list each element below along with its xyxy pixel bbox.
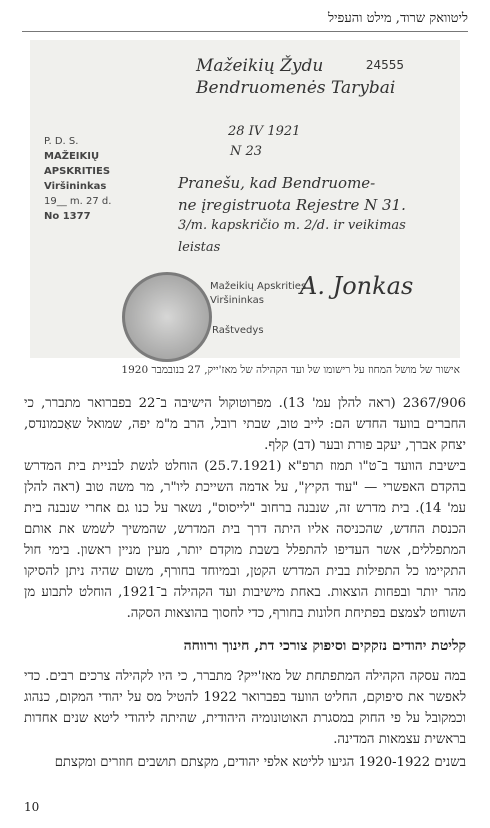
document-photo bbox=[30, 40, 460, 358]
paragraph-4 bbox=[24, 752, 466, 773]
paragraph-1 bbox=[24, 393, 466, 456]
secretary-label: Raštvedys bbox=[212, 325, 264, 336]
paragraph-text: בשנים 1920-1922 הגיעו לליטא אלפי יהודים, מקצתם תושבים חוזרים ומקצתם bbox=[54, 755, 466, 770]
stamp-line: Viršininkas bbox=[44, 181, 107, 192]
signature: A. Jonkas bbox=[300, 272, 414, 300]
addressee-line1: Mažeikių Žydu bbox=[196, 56, 324, 76]
stamp-line: No 1377 bbox=[44, 211, 91, 222]
page-number: 10 bbox=[24, 800, 40, 814]
paragraph-text: במה עסקה הקהילה המתפתחת של מאז'ייק? מתברר, כי היו לקהילה צרכים רבים. כדי לאפשר את סיפוקם, החליט הוועד בפברואר 1922 להטיל מס על יהודי המקום, כנהוג וכמקובל על פי החוק במסגרת האוטונומיה היהודית, שהיתה ליהודי ליטא שנים אחדות בראשית עצמאות המדינה. bbox=[24, 669, 466, 747]
paragraph-3 bbox=[24, 666, 466, 750]
office-stamp bbox=[44, 134, 164, 224]
paragraph-2 bbox=[24, 456, 466, 624]
body-line2: ne įregistruota Rejestre N 31. bbox=[178, 196, 406, 214]
paragraph-text: בישיבת הוועד ב־ט"ו תמוז תרפ"א (25.7.1921) הוחלט לגשת לבניית בית המדרש בהקדם האפשרי — "עוד הקיץ", על אדמה השייכת ליו"ר, מר משה טוב (ראה להלן עמ' 14). בית מדרש זה, שנבנה ברחוב "לייסוס", נשאר על כנו גם אחרי שנבנה בית הכנסת החדש, שהכניסה אליו היתה דרך בית המדרש, שהמשיך לשמש את אותם המתפללים, אשר העדיפו להתפלל בשבת מוקדם יותר, מעין מניין ראשון. בימי חול התקיימו כל התפילות בבית המדרש הקטן, ובמיוחד בחורף, משום שהיה ניתן להסיקו מהר יותר ובפחות הוצאות. באחת מישיבות ועד הקהילה ב־1921, הוחלט לתבוע מן השוחט לצמצם בפתיחת חלונות בחורף, כדי לחסוך בהוצאות הסקה. bbox=[24, 459, 466, 621]
body-line1: Pranešu, kad Bendruome- bbox=[178, 174, 376, 192]
stamp-line: MAŽEIKIŲ APSKRITIES bbox=[44, 151, 111, 177]
official-seal bbox=[122, 272, 212, 362]
addressee-line2: Bendruomenės Tarybai bbox=[196, 78, 396, 98]
section-heading: קליטת יהודים נזקקים וסיפוק צורכי דת, חינוך ורווחה bbox=[183, 638, 466, 654]
paragraph-text: 2367/906 (ראה להלן עמ' 13). מפרוטוקול הישיבה ב־22 בפברואר מתברר, כי החברים בוועד החדש הם: לייב טוב, שבתי רובל, הרב מ"מ יפה, שמואל שאַכמונדס, יצחק אברך, יעקב פורת ובער (דב) קלף. bbox=[24, 396, 466, 453]
body-line3: 3/m. kapskričio m. 2/d. ir veikimas bbox=[178, 218, 406, 233]
date-line: 28 IV 1921 bbox=[228, 124, 301, 139]
stamp-line: Mažeikių Apskrities bbox=[210, 281, 307, 292]
stamp-line: P. D. S. bbox=[44, 136, 79, 147]
signature-stamp bbox=[210, 280, 306, 308]
body-line4: leistas bbox=[178, 240, 221, 255]
header-rule bbox=[22, 31, 468, 32]
running-head: ליטוואק שרוד, מילט והעפיל bbox=[328, 11, 468, 26]
doc-number-line: N 23 bbox=[230, 144, 263, 159]
figure-caption: אישור של מושל המחוז על רישומו של ועד הקהילה של מאז'ייק, 27 בנובמבר 1920 bbox=[121, 364, 460, 376]
stamp-line: Viršininkas bbox=[210, 295, 264, 306]
stamp-line: 19__ m. 27 d. bbox=[44, 196, 112, 207]
document-number: 24555 bbox=[365, 58, 404, 72]
